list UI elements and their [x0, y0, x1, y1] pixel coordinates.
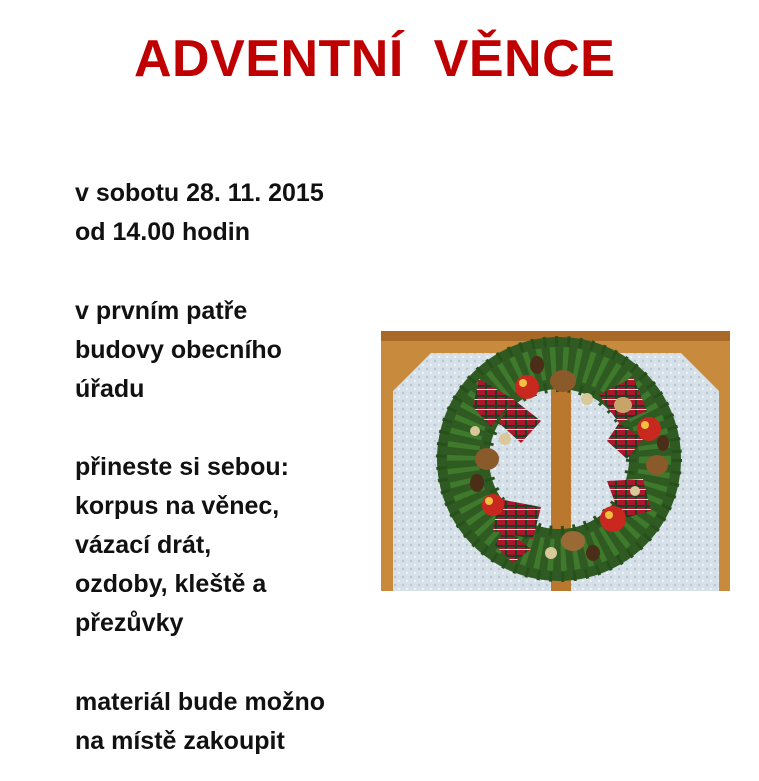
- bring-along-block: [75, 448, 289, 643]
- text-line: budovy obecního: [75, 336, 282, 364]
- text-line: ozdoby, kleště a: [75, 570, 267, 598]
- text-line: materiál bude možno: [75, 688, 326, 716]
- page-title: ADVENTNÍ VĚNCE: [134, 30, 616, 88]
- location-block: [75, 292, 282, 409]
- text-line: přineste si sebou:: [75, 453, 289, 481]
- text-line: v prvním patře: [75, 297, 248, 325]
- advent-wreath-photo: [381, 331, 730, 591]
- text-line: od 14.00 hodin: [75, 218, 251, 246]
- wreath-illustration: [381, 331, 730, 591]
- text-line: přezůvky: [75, 609, 184, 637]
- text-line: na místě zakoupit: [75, 727, 285, 755]
- date-time-block: [75, 174, 324, 252]
- text-line: korpus na věnec,: [75, 492, 280, 520]
- text-line: v sobotu 28. 11. 2015: [75, 179, 324, 207]
- text-line: vázací drát,: [75, 531, 212, 559]
- text-line: úřadu: [75, 375, 145, 403]
- material-note-block: [75, 683, 325, 761]
